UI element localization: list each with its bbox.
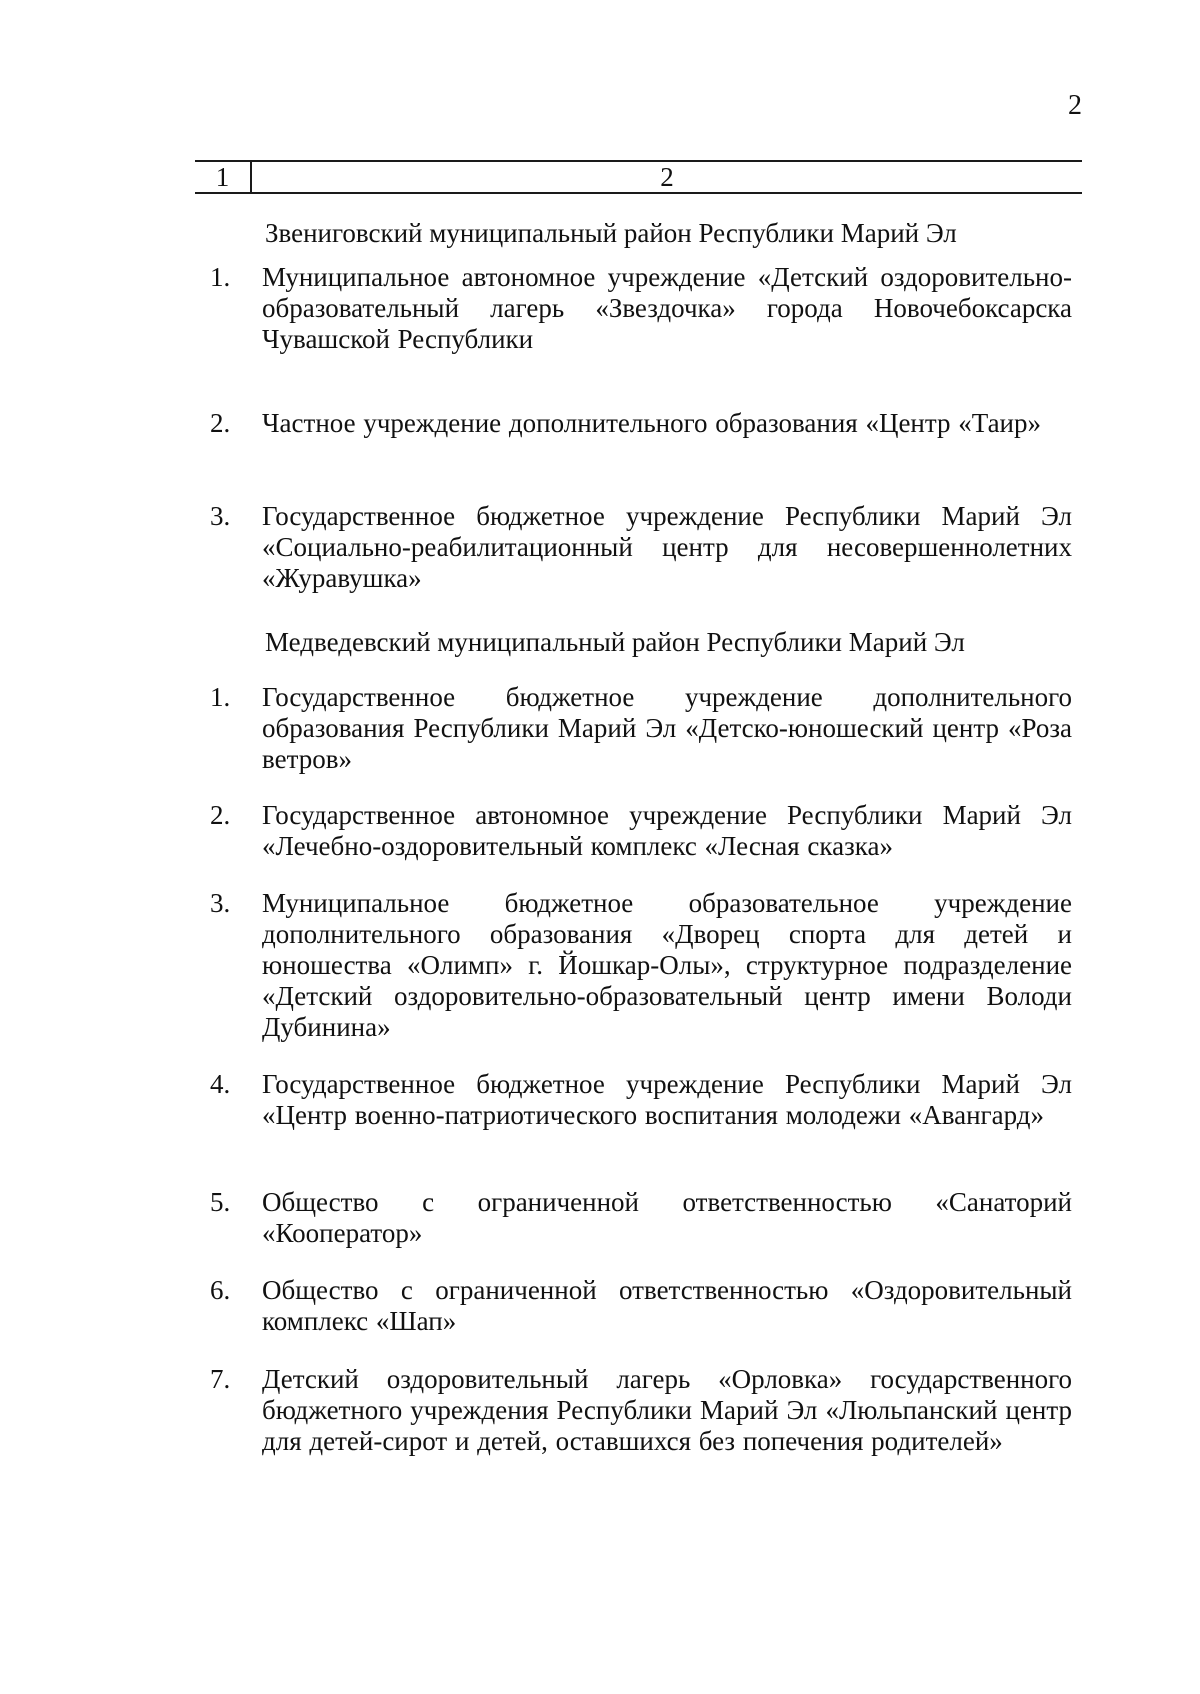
item-number: 5. <box>210 1187 231 1217</box>
item-number: 3. <box>210 888 231 918</box>
header-column-2: 2 <box>660 162 674 192</box>
item-text: Государственное автономное учреждение Республики Марий Эл «Лечебно-оздоровительный комплекс «Лесная сказка» <box>262 800 1072 861</box>
item-number: 1. <box>210 262 231 292</box>
header-column-1: 1 <box>195 162 252 192</box>
item-text: Общество с ограниченной ответственностью «Оздоровительный комплекс «Шап» <box>262 1275 1072 1336</box>
page-number: 2 <box>1068 90 1082 121</box>
list-item <box>210 1364 1072 1457</box>
item-text: Государственное бюджетное учреждение Республики Марий Эл «Центр военно-патриотического воспитания молодежи «Авангард» <box>262 1069 1072 1130</box>
list-item <box>210 408 1072 439</box>
list-item <box>210 682 1072 775</box>
item-text: Общество с ограниченной ответственностью «Санаторий «Кооператор» <box>262 1187 1072 1248</box>
item-text: Государственное бюджетное учреждение дополнительного образования Республики Марий Эл «Детско-юношеский центр «Роза ветров» <box>262 682 1072 774</box>
table-header <box>195 160 1082 194</box>
item-text: Государственное бюджетное учреждение Республики Марий Эл «Социально-реабилитационный центр для несовершеннолетних «Журавушка» <box>262 501 1072 593</box>
item-number: 2. <box>210 800 231 830</box>
item-number: 6. <box>210 1275 231 1305</box>
item-number: 4. <box>210 1069 231 1099</box>
section-heading-medvedevsky: Медведевский муниципальный район Республики Марий Эл <box>265 627 965 657</box>
item-number: 1. <box>210 682 231 712</box>
item-number: 7. <box>210 1364 231 1394</box>
section-heading-zvenigovsky: Звениговский муниципальный район Республики Марий Эл <box>265 218 957 248</box>
item-number: 2. <box>210 408 231 438</box>
item-text: Частное учреждение дополнительного образования «Центр «Таир» <box>262 408 1042 438</box>
item-number: 3. <box>210 501 231 531</box>
list-item <box>210 501 1072 594</box>
list-item <box>210 262 1072 355</box>
item-text: Муниципальное автономное учреждение «Детский оздоровительно-образовательный лагерь «Звездочка» города Новочебоксарска Чувашской Республики <box>262 262 1072 354</box>
list-item <box>210 888 1072 1043</box>
list-item <box>210 800 1072 862</box>
item-text: Детский оздоровительный лагерь «Орловка» государственного бюджетного учреждения Республики Марий Эл «Люльпанский центр для детей-сирот и детей, оставшихся без попечения родителей» <box>262 1364 1072 1456</box>
list-item <box>210 1069 1072 1131</box>
item-text: Муниципальное бюджетное образовательное учреждение дополнительного образования «Дворец спорта для детей и юношества «Олимп» г. Йошкар-Олы», структурное подразделение «Детский оздоровительно-образовательный центр имени Володи Дубинина» <box>262 888 1072 1042</box>
list-item <box>210 1275 1072 1337</box>
list-item <box>210 1187 1072 1249</box>
